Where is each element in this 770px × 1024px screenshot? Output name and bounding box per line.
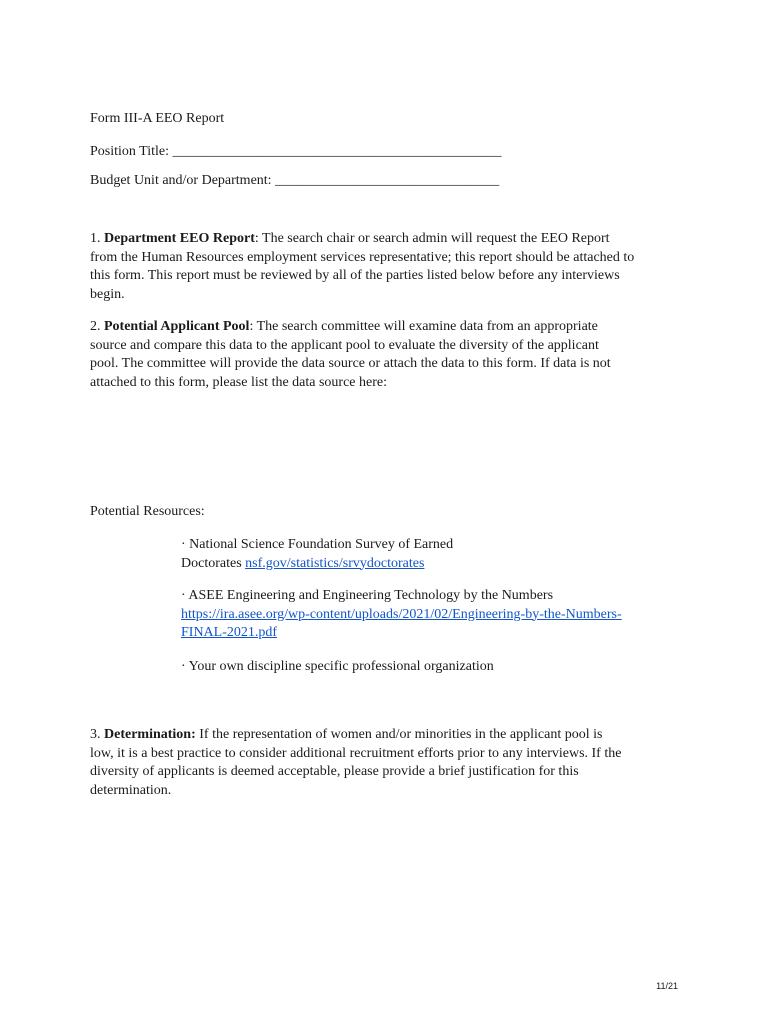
section2-line3: pool. The committee will provide the data source or attach the data to this form. If data is not xyxy=(90,356,611,371)
section2-line2: source and compare this data to the applicant pool to evaluate the diversity of the applicant xyxy=(90,337,599,353)
section2-text1: : The search committee will examine data from an appropriate xyxy=(249,319,598,334)
section3-number: 3. xyxy=(90,727,104,742)
section-department-eeo-report xyxy=(90,230,682,304)
section-potential-applicant-pool xyxy=(90,318,682,392)
asee-link-line1[interactable]: https://ira.asee.org/wp-content/uploads/2021/02/Engineering-by-the-Numbers- xyxy=(181,606,622,622)
resource-item-nsf-line2 xyxy=(181,555,681,574)
resource-item-nsf-prefix: Doctorates xyxy=(181,555,246,571)
nsf-link[interactable]: nsf.gov/statistics/srvydoctorates xyxy=(245,555,425,571)
section2-number: 2. xyxy=(90,319,104,334)
section2-line4: attached to this form, please list the data source here: xyxy=(90,374,388,390)
revision-date: 11/21 xyxy=(656,981,678,991)
section3-line3: diversity of applicants is deemed acceptable, please provide a brief justification for this xyxy=(90,764,579,779)
resource-item-nsf xyxy=(181,536,681,573)
section-determination xyxy=(90,726,682,800)
section3-heading: Determination: xyxy=(104,727,196,742)
potential-resources-heading: Potential Resources: xyxy=(90,504,205,519)
section3-text1: If the representation of women and/or minorities in the applicant pool is xyxy=(195,727,603,742)
section1-text1: : The search chair or search admin will request the EEO Report xyxy=(254,231,610,246)
section1-line2: from the Human Resources employment services representative; this report should be attached to xyxy=(90,249,635,265)
section3-line4: determination. xyxy=(90,782,172,798)
asee-link-line2-wrap xyxy=(181,624,681,643)
resource-item-discipline-org: · Your own discipline specific professional organization xyxy=(181,659,494,674)
section2-line1 xyxy=(90,318,682,337)
budget-unit-field: Budget Unit and/or Department: ________________________________ xyxy=(90,173,500,188)
asee-link-line1-wrap xyxy=(181,606,681,625)
section3-line1 xyxy=(90,726,682,745)
form-title: Form III-A EEO Report xyxy=(90,111,225,126)
resource-item-asee-title: · ASEE Engineering and Engineering Technology by the Numbers xyxy=(181,588,554,603)
section1-number: 1. xyxy=(90,231,104,246)
asee-link-line2[interactable]: FINAL-2021.pdf xyxy=(181,625,278,640)
section1-line4: begin. xyxy=(90,286,125,302)
section1-heading: Department EEO Report xyxy=(104,231,255,246)
resource-item-nsf-title: · National Science Foundation Survey of Earned xyxy=(181,537,454,552)
resource-item-asee xyxy=(181,587,681,643)
section2-heading: Potential Applicant Pool xyxy=(104,319,250,334)
section1-line3: this form. This report must be reviewed by all of the parties listed below before any interviews xyxy=(90,268,620,283)
position-title-field: Position Title: _______________________________________________ xyxy=(90,144,502,159)
section1-line1 xyxy=(90,230,682,249)
section3-line2: low, it is a best practice to consider additional recruitment efforts prior to any interviews. If the xyxy=(90,745,622,761)
